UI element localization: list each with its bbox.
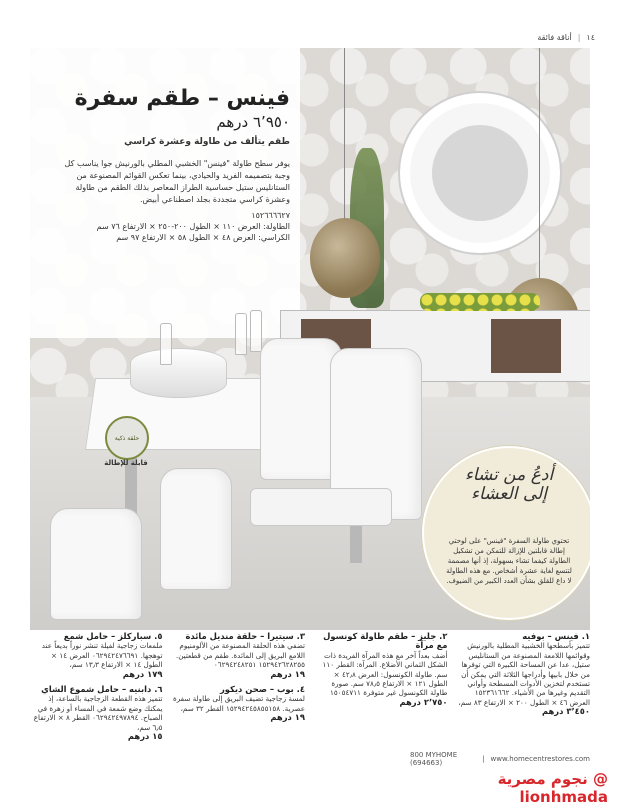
related-item bbox=[173, 632, 306, 679]
item-body: أضف بعداً آخر مع هذه المرآة الفريدة ذات الشكل الثماني الأضلاع. المرآة: القطر ١١٠ سم. طاولة الكونسول: العرض ٤٢٫٨ × الطول ١٢١ × الارتفاع ٧٨٫٥ سم. صورة طاولة الكونسول غير متوفرة ١٥٠٥٤٧١١ bbox=[322, 650, 448, 698]
item-price: ٢٬٧٥٠ درهم bbox=[399, 696, 448, 707]
related-item bbox=[315, 632, 448, 707]
lamp-cord bbox=[539, 48, 540, 278]
chair-dimensions: الكراسي: العرض ٤٨ × الطول ٥٨ × الارتفاع ٩٧ سم bbox=[116, 233, 290, 242]
dining-chair bbox=[50, 508, 142, 620]
product-column bbox=[315, 632, 448, 750]
item-body: ملمعات زجاجية لفيلة تنشر نوراً بديعاً عند توهجها. ٠٦٢٩٤٢٤٧٦٦٩١ العرض ١٤ × الطول ١٤ × الارتفاع ١٣٫٣ سم، bbox=[41, 641, 163, 670]
flower-planter bbox=[420, 293, 540, 311]
footer-separator: | bbox=[482, 755, 485, 763]
item-title: ٣. سيتيرا – حلقة منديل مائدة bbox=[185, 631, 305, 641]
item-price: ١٩ درهم bbox=[270, 668, 305, 679]
mirror-glass bbox=[432, 125, 528, 221]
product-description: يوفر سطح طاولة "فينس" الخشبي المطلي بالورنيش جوا يناسب كل وجبة بتصميمه الفريد والحيادي، بينما تعكس القوائم المصنوعة من الستانليس ستيل حساسية الطراز المعاصر بذلك الطقم من طاولة وعشرة كراسي متجددة بجلد اصطناعي أبيض. bbox=[64, 159, 290, 204]
badge-label: حلقة ذكية bbox=[114, 434, 140, 442]
item-price: ٣٬٤٥٠ درهم bbox=[541, 706, 590, 717]
product-photo bbox=[30, 48, 590, 630]
product-column bbox=[458, 632, 591, 750]
product-price: ٦٬٩٥٠ درهم bbox=[216, 113, 290, 131]
item-body: تتميز هذه القطعة الزجاجية بالساعة، إذ يمكنك وضع شمعة في المساء أو زهرة في الصباح. ٠٦٢٩٤٢٤٩٧٨٩٤ القطر ٨ × الارتفاع ٦٫٥ سم، bbox=[33, 694, 163, 732]
related-item bbox=[458, 632, 591, 717]
page-header bbox=[30, 30, 595, 44]
product-column bbox=[30, 632, 163, 750]
callout-circle bbox=[422, 446, 590, 620]
octagonal-mirror bbox=[410, 103, 550, 243]
item-price: ١٥ درهم bbox=[127, 731, 163, 742]
callout-title bbox=[424, 466, 590, 504]
dining-chair bbox=[160, 468, 232, 590]
item-title: ٤. بوب – صحن ديكور bbox=[219, 684, 305, 695]
related-item bbox=[30, 632, 163, 679]
smart-ring-badge bbox=[105, 416, 149, 460]
item-title: ١. فينس – بوفيه bbox=[522, 631, 590, 641]
product-column bbox=[173, 632, 306, 750]
item-body: تتميز بأسطحها الخشبية المطلية بالورنيش وقوائمها اللامعة المصنوعة من الستانليس ستيل، عدا عن المساحة الكبيرة التي توفرها من خلال بابيها وأدراجها الثلاثة التي يمكن أن تستخدم لتخزين الأدوات المسطحة وأواني التقديم وغيرها من الأشياء. ١٥٢٣٦١٦٦٢ العرض ٤٦ × الطول ٢٠٠ × الارتفاع ٨٣ سم، bbox=[458, 641, 590, 707]
item-title: ٦. دابنيه – حامل شموع الشاي bbox=[41, 684, 163, 695]
footer-website: www.homecentrestores.com bbox=[490, 755, 590, 763]
related-item bbox=[173, 685, 306, 723]
related-item bbox=[30, 685, 163, 741]
header-separator: | bbox=[577, 32, 581, 42]
callout-title-line: إلى العشاء bbox=[471, 484, 547, 504]
sideboard-door bbox=[491, 319, 561, 373]
wine-glass bbox=[250, 310, 262, 352]
product-subtitle: طقم يتألف من طاولة وعشرة كراسي bbox=[124, 137, 290, 147]
plate-stack bbox=[130, 348, 227, 398]
product-sku: ١٥٢٦٦٦٦٢٧ bbox=[251, 211, 290, 220]
product-specs bbox=[50, 210, 290, 243]
pendant-lamp bbox=[310, 218, 380, 298]
item-body: لمسة زجاجية تضيف البريق إلى طاولة سفرة عصرية. ١٥٢٩٤٢٤٥٨٥٥١٥٨ القطر ٣٢ سم، bbox=[172, 694, 305, 713]
watermark: نجوم مصرية @ lionhmada bbox=[497, 770, 608, 806]
page-footer bbox=[30, 752, 590, 766]
section-title: أناقة فائقة bbox=[537, 32, 572, 42]
callout-title-line: أدعُ من تشاء bbox=[464, 465, 554, 485]
item-title: ٥. سباركلز – حامل شمع bbox=[63, 631, 163, 641]
callout-text: تحتوي طاولة السفرة "فينس" على لوحتي إطالة قابلتين للإزالة للتمكن من تشكيل الطاولة كيفما تشاء بسهولة، إذ أنها مصممة لتتسع لغاية عشرة أشخاص. مع هذه الطاولة لا داع للقلق بشأن العدد الكبير من الضيوف. bbox=[446, 537, 572, 585]
item-title: ٢. جليز – طقم طاولة كونسول مع مرآة bbox=[323, 631, 448, 651]
related-products bbox=[30, 632, 590, 750]
wine-glass bbox=[160, 323, 172, 365]
extendable-caption: قابلة للإطالة bbox=[104, 459, 148, 467]
item-price: ١٩ درهم bbox=[270, 712, 305, 723]
page-number: ١٤ bbox=[586, 32, 595, 42]
lamp-cord bbox=[344, 48, 345, 218]
item-body: تضفي هذه الحلقة المصنوعة من الألومنيوم اللامع البريق إلى المائدة. طقم من قطعتين. ١٥٢٩٤٢٦٢٨٢٥٥ ٠٦٢٩٤٢٤٨٢٥١ bbox=[175, 641, 305, 670]
product-title: فينس – طقم سفرة bbox=[74, 86, 290, 111]
footer-phone: 800 MYHOME (694663) bbox=[410, 751, 458, 767]
chair-seat bbox=[250, 488, 392, 526]
item-price: ١٧٩ درهم bbox=[122, 668, 163, 679]
table-dimensions: الطاولة: العرض ١١٠ × الطول ٢٠٠-٢٥٠ × الارتفاع ٧٦ سم bbox=[96, 222, 290, 231]
wine-glass bbox=[235, 313, 247, 355]
product-title-block bbox=[70, 86, 290, 147]
